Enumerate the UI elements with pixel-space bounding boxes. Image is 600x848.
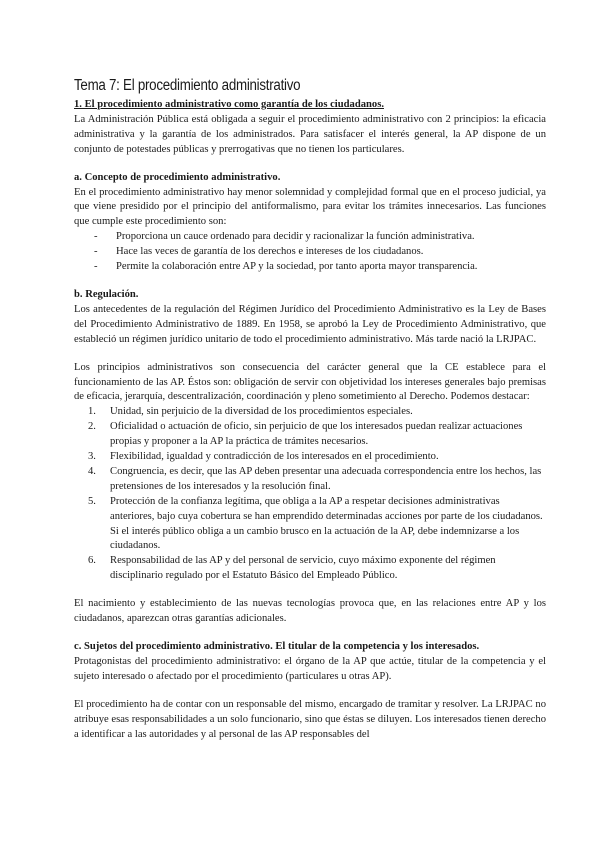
- section-1-heading: 1. El procedimiento administrativo como garantía de los ciudadanos.: [74, 99, 384, 110]
- section-b-text-2: Los principios administrativos son consecuencia del carácter general que la CE establece para el funcionamiento de las AP. Éstos son: obligación de servir con objetividad los intereses generales bajo premisas de eficacia, jerarquía, descentralización, coordinación y pleno sometimiento al Derecho. Podemos destacar:: [74, 361, 546, 403]
- section-a-text: En el procedimiento administrativo hay menor solemnidad y complejidad formal que en el proceso judicial, ya que viene presidido por el principio del antiformalismo, para evitar los trámites innecesarios. Las funciones que cumple este procedimiento son:: [74, 186, 546, 228]
- section-a-heading: a. Concepto de procedimiento administrativo.: [74, 171, 281, 183]
- list-item: 2. Oficialidad o actuación de oficio, sin perjuicio de que los interesados puedan realizar actuaciones propias y proponer a la AP la práctica de trámites necesarios.: [88, 421, 523, 448]
- page-title: Tema 7: El procedimiento administrativo: [74, 77, 301, 94]
- list-item: - Hace las veces de garantía de los derechos e intereses de los ciudadanos.: [94, 245, 546, 260]
- section-b-heading: b. Regulación.: [74, 288, 139, 300]
- list-item: 1. Unidad, sin perjuicio de la diversidad de los procedimientos especiales.: [88, 406, 413, 418]
- section-c-heading: c. Sujetos del procedimiento administrativo. El titular de la competencia y los interesados.: [74, 641, 480, 652]
- section-1-intro: La Administración Pública está obligada a seguir el procedimiento administrativo con 2 principios: la eficacia administrativa y la garantía de los administrados. Para satisfacer el interés general, la AP dispone de un conjunto de potestades públicas y prerrogativas que no tienen los particulares.: [74, 113, 546, 155]
- list-item: - Proporciona un cauce ordenado para decidir y racionalizar la función administrativa.: [94, 230, 546, 245]
- list-item: 6. Responsabilidad de las AP y del personal de servicio, cuyo máximo exponente del régimen disciplinario regulado por el Estatuto Básico del Empleado Público.: [88, 555, 496, 582]
- section-b-text-3: El nacimiento y establecimiento de las nuevas tecnologías provoca que, en las relaciones entre AP y los ciudadanos, aparezcan otras garantías adicionales.: [74, 598, 546, 625]
- section-a-list: [74, 230, 546, 275]
- section-c-text-1: Protagonistas del procedimiento administrativo: el órgano de la AP que actúe, titular de la competencia y el sujeto interesado o afectado por el procedimiento (particulares u otras AP).: [74, 655, 546, 682]
- section-c-text-2: El procedimiento ha de contar con un responsable del mismo, encargado de tramitar y resolver. La LRJPAC no atribuye esas responsabilidades a un solo funcionario, sino que éstas se diluyen. Los interesados tienen derecho a identificar a las autoridades y al personal de las AP responsables del: [74, 698, 546, 740]
- list-item: 3. Flexibilidad, igualdad y contradicción de los interesados en el procedimiento.: [88, 451, 439, 463]
- principles-list: [74, 405, 546, 584]
- section-b-text-1: Los antecedentes de la regulación del Régimen Jurídico del Procedimiento Administrativo es la Ley de Bases del Procedimiento Administrativo de 1889. En 1958, se aprobó la Ley de Procedimiento Administrativo, que estableció un régimen jurídico unitario de todo el procedimiento administrativo. Más tarde nació la LRJPAC.: [74, 303, 546, 345]
- list-item: 4. Congruencia, es decir, que las AP deben presentar una adecuada correspondencia entre los hechos, las pretensiones de los interesados y la resolución final.: [88, 465, 542, 492]
- list-item: 5. Protección de la confianza legítima, que obliga a la AP a respetar decisiones administrativas anteriores, bajo cuya cobertura se han emprendido determinadas acciones por parte de los ciudadanos. Si el interés público obliga a un cambio brusco en la actuación de la AP, debe indemnizarse a los ciudadanos.: [88, 495, 543, 552]
- list-item: - Permite la colaboración entre AP y la sociedad, por tanto aporta mayor transparencia.: [94, 260, 546, 275]
